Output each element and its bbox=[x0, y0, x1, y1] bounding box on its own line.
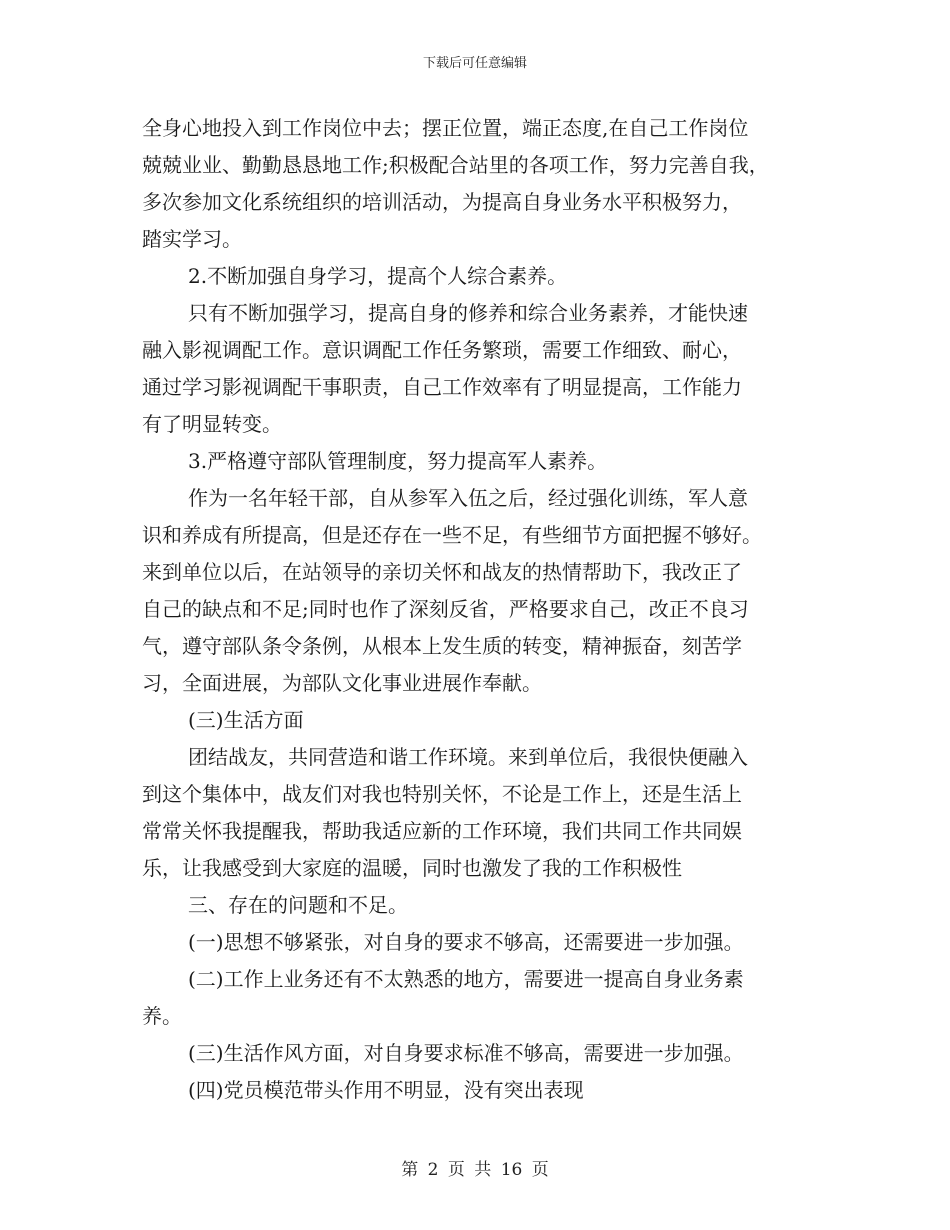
page-footer: 第 2 页 共 16 页 bbox=[401, 1160, 549, 1180]
page-header: 下载后可任意编辑 bbox=[422, 56, 527, 71]
text-line: 团结战友，共同营造和谐工作环境。来到单位后，我很快便融入 bbox=[188, 745, 748, 769]
text-line: 常常关怀我提醒我，帮助我适应新的工作环境，我们共同工作共同娱 bbox=[142, 819, 742, 843]
text-line: 到这个集体中，战友们对我也特别关怀，不论是工作上，还是生活上 bbox=[142, 782, 742, 806]
text-line: 三、存在的问题和不足。 bbox=[188, 893, 408, 917]
text-line: 习，全面进展，为部队文化事业进展作奉献。 bbox=[142, 671, 542, 695]
text-line: 兢兢业业、勤勤恳恳地工作;积极配合站里的各项工作，努力完善自我， bbox=[142, 153, 769, 177]
text-line: 乐，让我感受到大家庭的温暖，同时也激发了我的工作积极性 bbox=[142, 856, 682, 880]
text-line: (三)生活方面 bbox=[188, 708, 304, 732]
text-line: 气，遵守部队条令条例，从根本上发生质的转变，精神振奋，刻苦学 bbox=[142, 634, 742, 658]
text-line: (三)生活作风方面，对自身要求标准不够高，需要进一步加强。 bbox=[188, 1041, 744, 1065]
text-line: 3.严格遵守部队管理制度，努力提高军人素养。 bbox=[188, 449, 608, 473]
text-line: 养。 bbox=[142, 1004, 182, 1028]
text-line: (一)思想不够紧张，对自身的要求不够高，还需要进一步加强。 bbox=[188, 930, 744, 954]
text-line: 融入影视调配工作。意识调配工作任务繁琐，需要工作细致、耐心， bbox=[142, 338, 742, 362]
text-line: (四)党员模范带头作用不明显，没有突出表现 bbox=[188, 1078, 584, 1102]
text-line: 自己的缺点和不足;同时也作了深刻反省，严格要求自己，改正不良习 bbox=[142, 597, 749, 621]
text-line: 有了明显转变。 bbox=[142, 412, 282, 436]
text-line: 踏实学习。 bbox=[142, 227, 242, 251]
text-line: (二)工作上业务还有不太熟悉的地方，需要进一提高自身业务素 bbox=[188, 967, 744, 991]
text-line: 多次参加文化系统组织的培训活动，为提高自身业务水平积极努力， bbox=[142, 190, 742, 214]
text-line: 全身心地投入到工作岗位中去；摆正位置，端正态度,在自己工作岗位 bbox=[142, 116, 749, 140]
text-line: 作为一名年轻干部，自从参军入伍之后，经过强化训练，军人意 bbox=[188, 486, 748, 510]
text-line: 只有不断加强学习，提高自身的修养和综合业务素养，才能快速 bbox=[188, 301, 748, 325]
text-line: 通过学习影视调配干事职责，自己工作效率有了明显提高，工作能力 bbox=[142, 375, 742, 399]
text-line: 识和养成有所提高，但是还存在一些不足，有些细节方面把握不够好。 bbox=[142, 523, 762, 547]
text-line: 来到单位以后，在站领导的亲切关怀和战友的热情帮助下，我改正了 bbox=[142, 560, 742, 584]
text-line: 2.不断加强自身学习，提高个人综合素养。 bbox=[188, 264, 568, 288]
document-body bbox=[142, 110, 822, 1109]
